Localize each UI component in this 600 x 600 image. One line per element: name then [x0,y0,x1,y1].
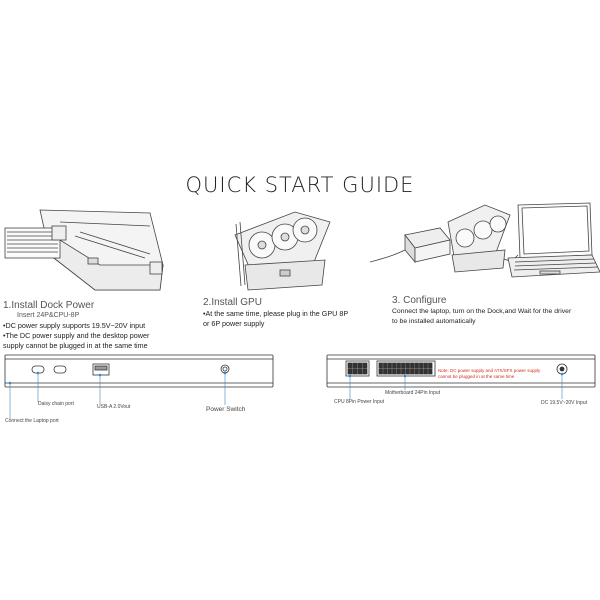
step3-heading: 3. Configure [392,295,447,306]
step3-line-2: to be installed automatically [392,318,476,325]
power-note-line-1: Note: DC power supply and ATX/SFX power supply [438,368,541,373]
left-port-panel [5,355,273,387]
step2-line-2: or 6P power supply [203,319,265,328]
step1-line-2: •The DC power supply and the desktop power [3,331,150,340]
step2-line-1: •At the same time, please plug in the GPU 8P [203,309,349,318]
usb-port-label: USB-A 2.0Vout [97,404,131,410]
step2-heading: 2.Install GPU [203,297,262,308]
dc-input-label: DC 19.5V~20V Input [541,400,588,406]
step3-text [392,307,597,327]
setup-illustration [370,203,600,277]
step1-text [3,321,203,351]
power-note-line-2: cannot be plugged in at the same time [438,374,515,379]
laptop-port-label: Connect the Laptop port [5,418,59,424]
step2-text [203,309,393,329]
power-note [438,368,553,380]
step1-heading: 1.Install Dock Power [3,300,95,311]
motherboard-24pin-label: Motherboard 24Pin Input [385,390,441,396]
gpu-illustration [235,212,330,290]
step3-line-1: Connect the laptop, turn on the Dock,and Wait for the driver [392,308,572,315]
step1-subheading: Insert 24P&CPU-8P [17,312,80,319]
dock-illustration [5,210,163,290]
step1-line-3: supply cannot be plugged in at the same time [3,341,148,350]
cpu-8pin-label: CPU 8Pin Power Input [334,399,385,405]
daisy-chain-port-label: Daisy chain port [38,401,74,407]
page-title: QUICK START GUIDE [185,173,415,197]
step1-line-1: •DC power supply supports 19.5V~20V input [3,321,146,330]
power-switch-label: Power Switch [206,406,246,413]
